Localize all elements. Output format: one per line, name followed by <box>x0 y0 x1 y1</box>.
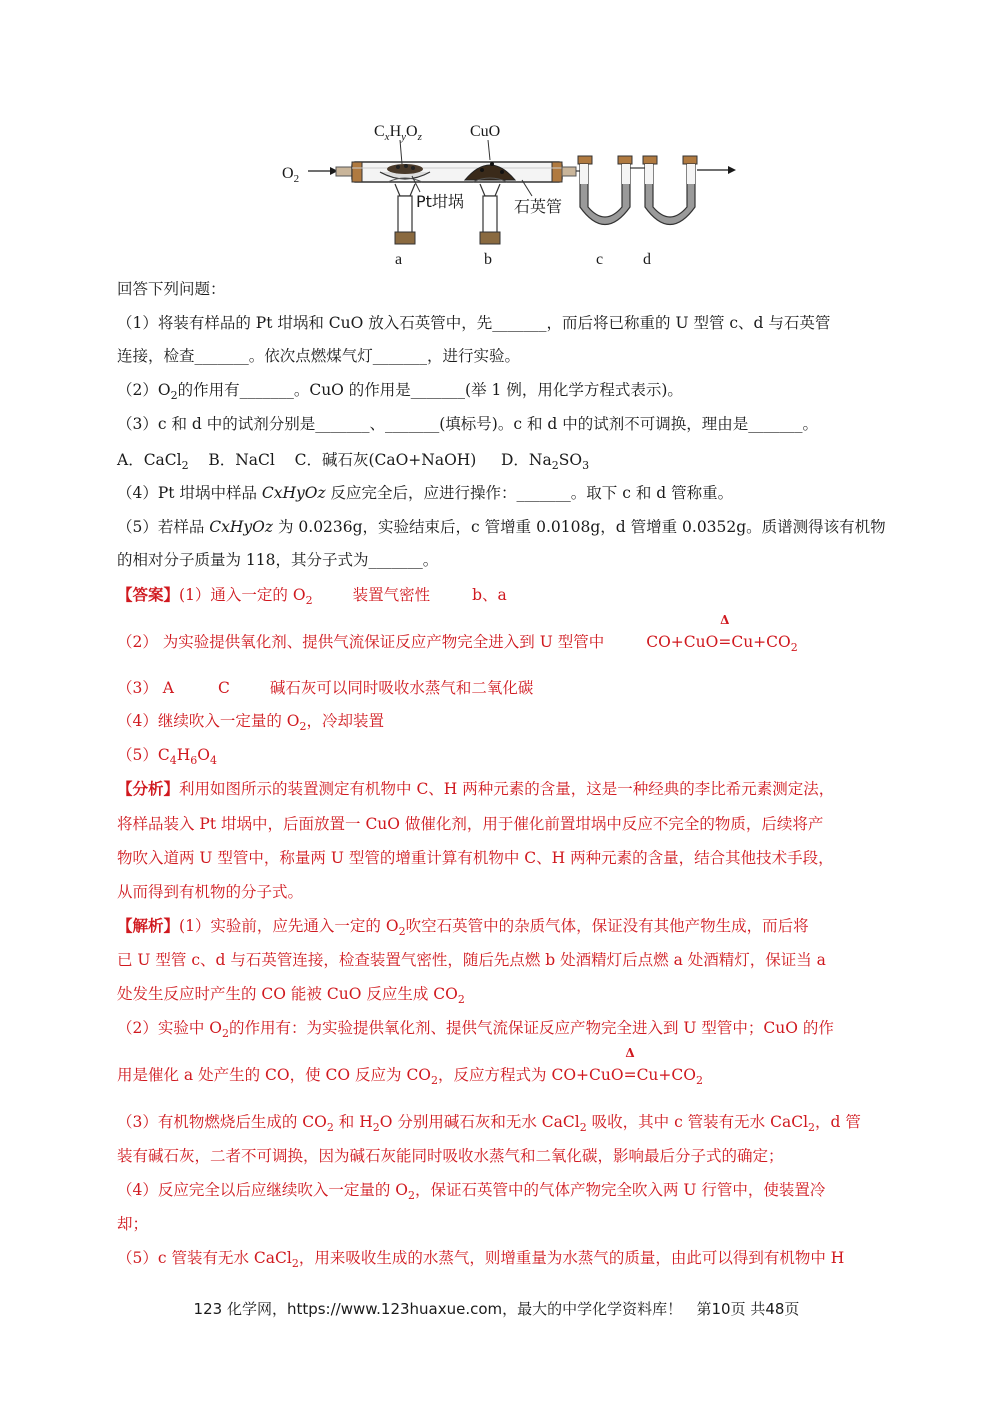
label-b: b <box>484 251 492 268</box>
burner-b <box>480 184 500 244</box>
answer-2: （2） 为实验提供氧化剂、提供气流保证反应产物完全进入到 U 型管中 CO+CuO Δ $=Cu+CO_2$ <box>117 613 798 654</box>
page-number: 第10页 共48页 <box>696 1300 800 1318</box>
option-c: C．碱石灰(CaO+NaOH) <box>294 451 477 469</box>
question-2: $(2)O_2$的作用有_______。CuO 的作用是_______(举 1 例，用化学方程式表示)。 <box>117 381 683 402</box>
tube-label: 石英管 <box>514 197 563 216</box>
option-b: B．NaCl <box>208 451 275 469</box>
question-5-line-2: 的相对分子质量为 118，其分子式为_______。 <box>117 551 439 569</box>
u-tube-d <box>643 156 697 225</box>
sample-label: $C_xH_yO_z$ <box>374 123 422 143</box>
footer-site: 123 化学网，https://www.123huaxue.com，最大的中学化学资料库！ <box>193 1300 683 1318</box>
explain-2-line-1: （2）实验中 $O_2$的作用有：为实验提供氧化剂、提供气流保证反应产物完全进入到 U 型管中；CuO 的作 <box>117 1019 834 1040</box>
answer-4: （4）继续吹入一定量的 $O_2$，冷却装置 <box>117 712 385 733</box>
page-footer <box>0 1298 993 1319</box>
heat-equals-sign: Δ = <box>718 613 732 651</box>
question-5-line-1: （5）若样品 CxHyOz 为 0.0236g，实验结束后，c 管增重 0.0108g，d 管增重 0.0352g。质谱测得该有机物 <box>117 518 886 536</box>
o2-label: $O_2$ <box>282 165 300 185</box>
analysis-line-1: 【分析】利用如图所示的装置测定有机物中 C、H 两种元素的含量，这是一种经典的李比希元素测定法， <box>117 779 835 798</box>
cuo-label: CuO <box>470 123 501 140</box>
heat-equals-sign-2: Δ = <box>623 1046 637 1084</box>
answer-1: 【答案】(1）通入一定的 $O_2$ 装置气密性 b、a <box>117 585 507 607</box>
option-a: A．CaCl$_2$ <box>117 451 189 472</box>
question-1-line-2: 连接，检查_______。依次点燃煤气灯_______，进行实验。 <box>117 347 521 365</box>
answer-5: $(5)C_4H_6O_4$ <box>117 746 217 767</box>
question-3-options <box>117 450 917 470</box>
burner-a <box>395 184 415 244</box>
question-3: （3）c 和 d 中的试剂分别是_______、_______(填标号)。c 和 d 中的试剂不可调换，理由是_______。 <box>117 415 818 433</box>
analysis-line-3: 物吹入道两 U 型管中，称量两 U 型管的增重计算有机物中 C、H 两种元素的含量，结合其他技术手段， <box>117 849 834 867</box>
explain-1-line-1: 【解析】(1）实验前，应先通入一定的 $O_2$吹空石英管中的杂质气体，保证没有其他产物生成，而后将 <box>117 916 809 938</box>
question-4: （4）Pt 坩埚中样品 CxHyOz 反应完全后，应进行操作：_______。取下 c 和 d 管称重。 <box>117 484 734 502</box>
explain-1-line-3: 处发生反应时产生的 CO 能被 CuO 反应生成 $CO_2$ <box>117 985 465 1006</box>
explain-4-line-2: 却； <box>117 1215 149 1233</box>
analysis-line-4: 从而得到有机物的分子式。 <box>117 883 304 901</box>
label-d: d <box>643 251 651 268</box>
explain-3-line-2: 装有碱石灰，二者不可调换，因为碱石灰能同时吸收水蒸气和二氧化碳，影响最后分子式的确定； <box>117 1147 784 1165</box>
explain-1-line-2: 已 U 型管 c、d 与石英管连接，检查装置气密性，随后先点燃 b 处酒精灯后点燃 a 处酒精灯，保证当 a <box>117 951 826 969</box>
option-d: D．$Na_2SO_3$ <box>501 451 590 472</box>
pt-label: Pt坩埚 <box>416 192 464 211</box>
u-tube-c <box>578 156 632 225</box>
answer-3: （3） A C 碱石灰可以同时吸收水蒸气和二氧化碳 <box>117 679 534 697</box>
analysis-line-2: 将样品装入 Pt 坩埚中，后面放置一 CuO 做催化剂，用于催化前置坩埚中反应不完全的物质，后续将产 <box>117 815 824 833</box>
explain-3-line-1: （3）有机物燃烧后生成的 $CO_2$ 和 $H_2O$ 分别用碱石灰和无水 CaCl$_2$ 吸收，其中 c 管装有无水 CaCl$_2$，d 管 <box>117 1113 861 1134</box>
apparatus-diagram <box>270 112 750 272</box>
explain-4-line-1: （4）反应完全以后应继续吹入一定量的 $O_2$，保证石英管中的气体产物完全吹入两 U 行管中，使装置冷 <box>117 1181 826 1202</box>
explain-2-line-2: 用是催化 a 处产生的 CO，使 CO 反应为 $CO_2$，反应方程式为 CO+CuO Δ $=Cu+CO_2$ <box>117 1046 703 1087</box>
label-a: a <box>395 251 403 268</box>
question-intro: 回答下列问题： <box>117 280 226 298</box>
explain-5-line-1: （5）c 管装有无水 CaCl$_2$，用来吸收生成的水蒸气，则增重量为水蒸气的质量，由此可以得到有机物中 H <box>117 1249 845 1270</box>
label-c: c <box>596 251 604 268</box>
question-1-line-1: （1）将装有样品的 Pt 坩埚和 CuO 放入石英管中，先_______，而后将已称重的 U 型管 c、d 与石英管 <box>117 314 831 332</box>
